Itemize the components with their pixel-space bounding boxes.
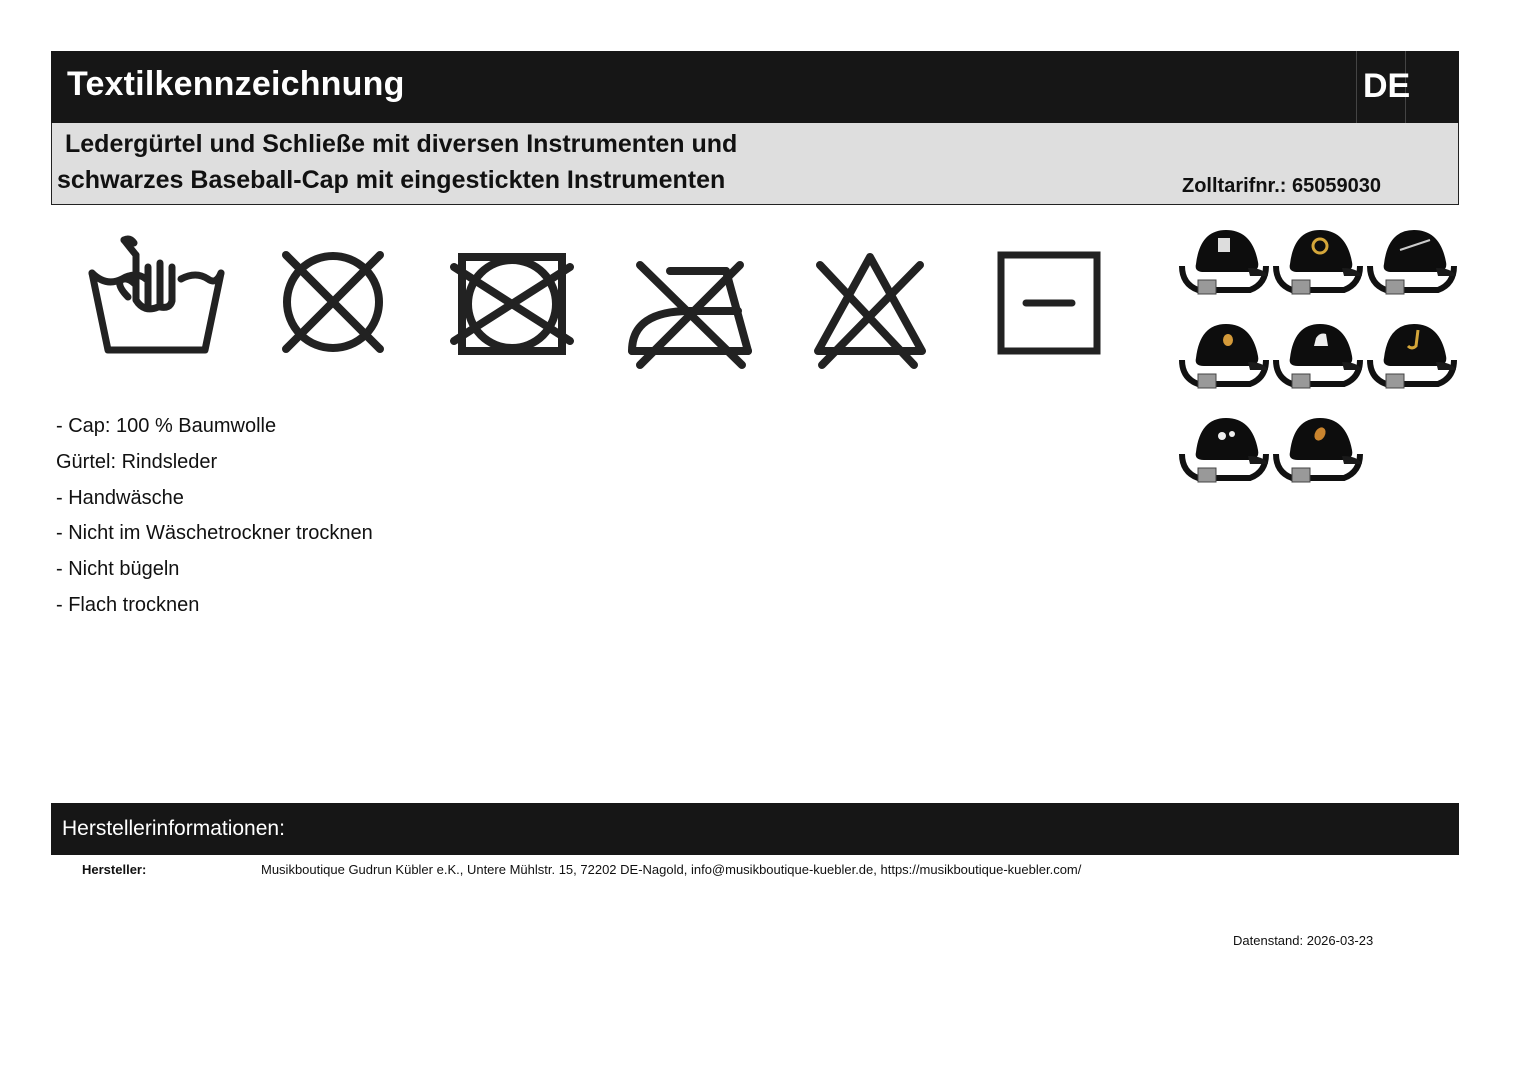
cap-belt-acoustic-guitar-thumbnail [1178,318,1270,396]
list-item: - Nicht im Wäschetrockner trocknen [56,522,373,545]
cap-belt-grand-piano-thumbnail [1272,318,1364,396]
hand-wash-icon [86,235,228,359]
no-dry-clean-icon [448,235,576,359]
cap-belt-drums-thumbnail [1178,412,1270,490]
manufacturer-bar [51,803,1459,855]
cap-belt-horn-thumbnail [1272,224,1364,302]
dry-flat-icon [996,235,1104,359]
manufacturer-details: Musikboutique Gudrun Kübler e.K., Untere Mühlstr. 15, 72202 DE-Nagold, info@musikboutique-kuebler.de, https://musikboutique-kuebler.com/ [261,862,1082,877]
header-bar [51,51,1459,123]
no-ironing-icon [628,235,756,371]
product-title-bar [51,123,1459,205]
list-item: - Nicht bügeln [56,558,180,581]
data-date: Datenstand: 2026-03-23 [1233,933,1374,948]
no-bleach-icon [810,235,930,371]
product-title-line2: schwarzes Baseball-Cap mit eingestickten Instrumenten [57,166,726,194]
product-title-line1: Ledergürtel und Schließe mit diversen Instrumenten und [65,130,738,158]
list-item: - Handwäsche [56,486,184,509]
cap-belt-saxophone-thumbnail [1366,318,1458,396]
list-item: - Cap: 100 % Baumwolle [56,415,277,437]
language-code: DE [1363,67,1411,105]
list-item: Gürtel: Rindsleder [56,450,218,473]
cap-belt-guitar-thumbnail [1178,224,1270,302]
material-care-list [56,410,373,625]
page-title: Textilkennzeichnung [67,65,405,103]
cap-belt-flute-thumbnail [1366,224,1458,302]
cap-belt-violin-thumbnail [1272,412,1364,490]
manufacturer-label: Hersteller: [82,862,147,877]
language-box [1356,51,1411,123]
list-item: - Flach trocknen [56,593,200,616]
manufacturer-section-title: Herstellerinformationen: [62,817,285,840]
customs-tariff-number: Zolltarifnr.: 65059030 [1182,175,1381,197]
no-tumble-dry-icon [278,235,388,359]
